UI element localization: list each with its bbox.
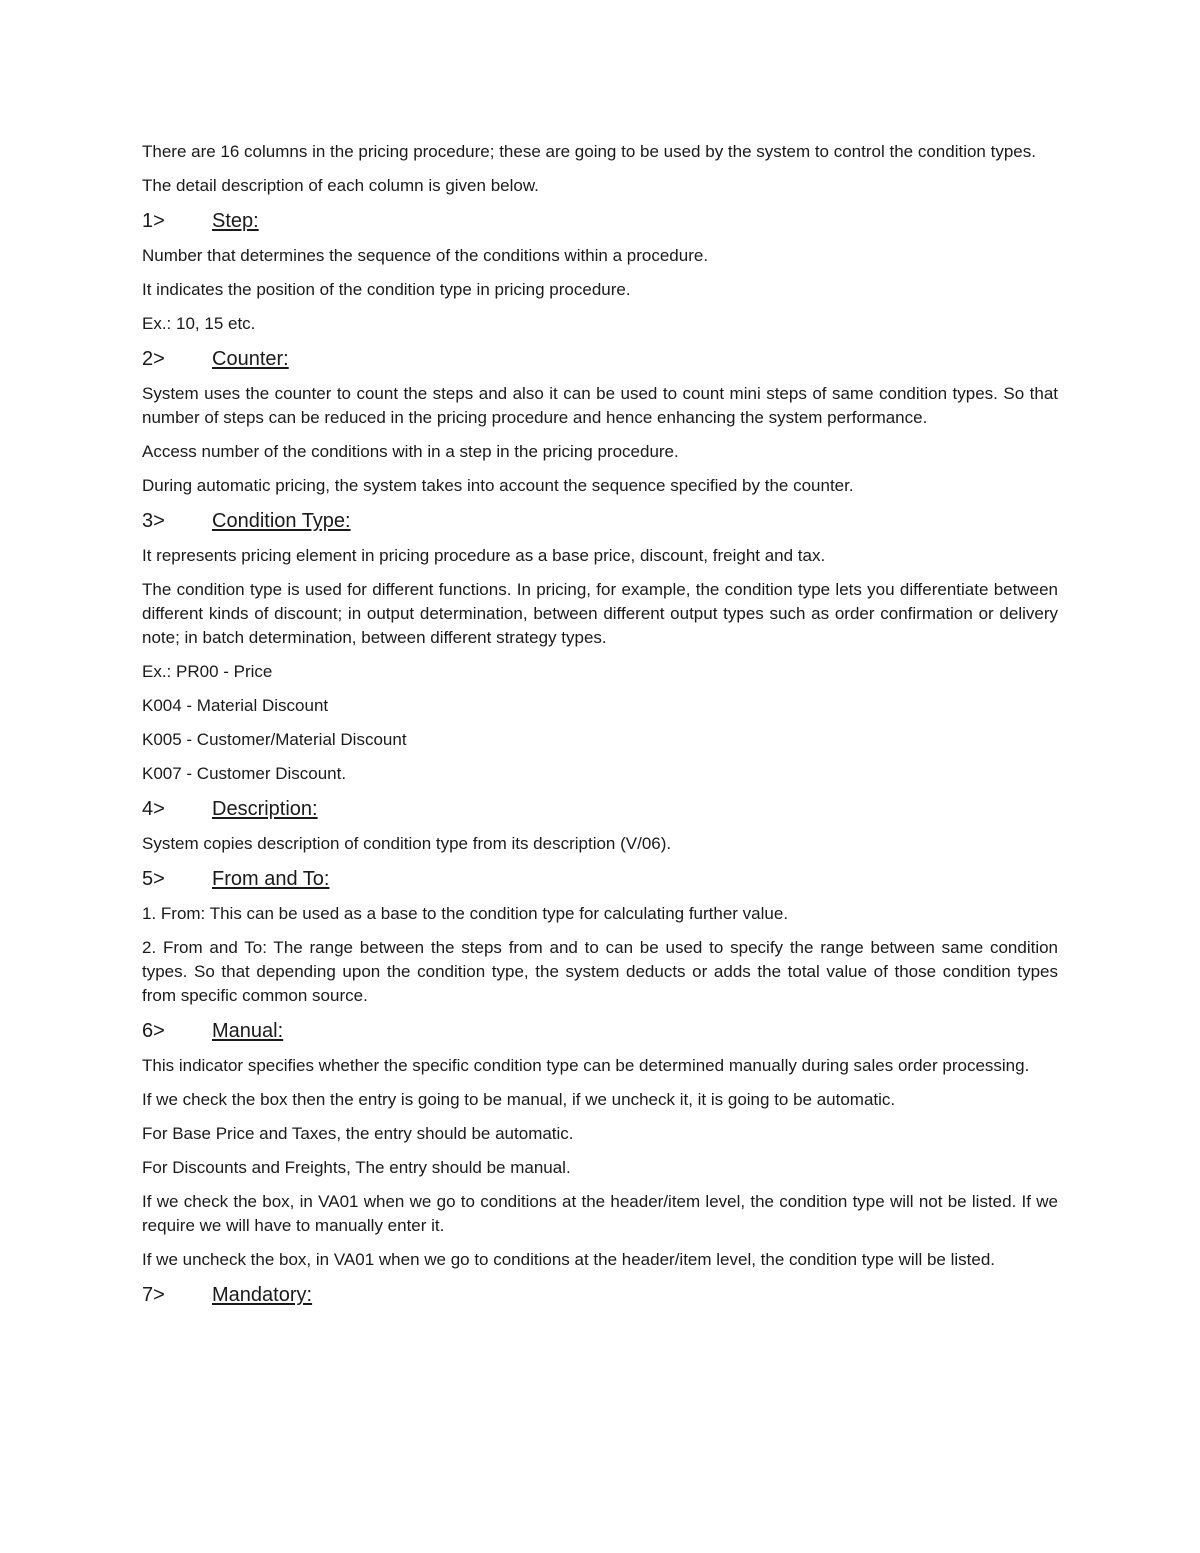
section-paragraph: For Discounts and Freights, The entry should be manual.	[142, 1158, 571, 1177]
section-paragraph: If we uncheck the box, in VA01 when we go to conditions at the header/item level, the condition type will be listed.	[142, 1250, 996, 1269]
intro-paragraph: There are 16 columns in the pricing procedure; these are going to be used by the system to control the condition types.	[142, 142, 1036, 161]
section-number: 7>	[142, 1284, 165, 1306]
section-paragraph: If we check the box, in VA01 when we go to conditions at the header/item level, the condition type will not be listed. If we require we will have to manually enter it.	[142, 1192, 1058, 1235]
section-paragraph: Number that determines the sequence of the conditions within a procedure.	[142, 246, 709, 265]
section-description	[142, 796, 1058, 856]
intro	[142, 140, 1058, 198]
section-title: Step:	[212, 210, 259, 232]
section-step	[142, 208, 1058, 336]
section-paragraph: For Base Price and Taxes, the entry should be automatic.	[142, 1124, 574, 1143]
section-title: Condition Type:	[212, 510, 351, 532]
section-manual	[142, 1018, 1058, 1272]
section-mandatory	[142, 1282, 1058, 1308]
section-heading	[142, 1018, 1058, 1044]
section-from-and-to	[142, 866, 1058, 1008]
section-counter	[142, 346, 1058, 498]
section-heading	[142, 796, 1058, 822]
section-number: 2>	[142, 348, 165, 370]
section-paragraph: 1. From: This can be used as a base to the condition type for calculating further value.	[142, 904, 789, 923]
section-paragraph: Access number of the conditions with in a step in the pricing procedure.	[142, 442, 679, 461]
section-heading	[142, 508, 1058, 534]
section-number: 4>	[142, 798, 165, 820]
section-paragraph: It represents pricing element in pricing procedure as a base price, discount, freight and tax.	[142, 546, 826, 565]
section-number: 6>	[142, 1020, 165, 1042]
section-paragraph: The condition type is used for different functions. In pricing, for example, the condition type lets you differentiate between different kinds of discount; in output determination, between different output types such as order confirmation or delivery note; in batch determination, between different strategy types.	[142, 580, 1058, 647]
section-paragraph: K005 - Customer/Material Discount	[142, 730, 407, 749]
section-condition-type	[142, 508, 1058, 786]
section-paragraph: If we check the box then the entry is going to be manual, if we uncheck it, it is going to be automatic.	[142, 1090, 896, 1109]
section-paragraph: During automatic pricing, the system takes into account the sequence specified by the counter.	[142, 476, 854, 495]
section-paragraph: K007 - Customer Discount.	[142, 764, 347, 783]
section-title: Mandatory:	[212, 1284, 313, 1306]
section-heading	[142, 346, 1058, 372]
section-heading	[142, 208, 1058, 234]
section-title: From and To:	[212, 868, 330, 890]
section-title: Manual:	[212, 1020, 284, 1042]
section-heading	[142, 866, 1058, 892]
section-paragraph: Ex.: 10, 15 etc.	[142, 314, 256, 333]
section-paragraph: Ex.: PR00 - Price	[142, 662, 273, 681]
section-title: Counter:	[212, 348, 289, 370]
intro-paragraph: The detail description of each column is given below.	[142, 176, 539, 195]
section-paragraph: This indicator specifies whether the specific condition type can be determined manually during sales order processing.	[142, 1056, 1030, 1075]
section-paragraph: System copies description of condition type from its description (V/06).	[142, 834, 672, 853]
section-title: Description:	[212, 798, 318, 820]
section-paragraph: System uses the counter to count the steps and also it can be used to count mini steps of same condition types. So that number of steps can be reduced in the pricing procedure and hence enhancing the system performance.	[142, 384, 1058, 427]
section-paragraph: K004 - Material Discount	[142, 696, 329, 715]
section-paragraph: 2. From and To: The range between the steps from and to can be used to specify the range between same condition types. So that depending upon the condition type, the system deducts or adds the total value of those condition types from specific common source.	[142, 938, 1058, 1005]
section-number: 1>	[142, 210, 165, 232]
section-number: 3>	[142, 510, 165, 532]
section-heading	[142, 1282, 1058, 1308]
section-paragraph: It indicates the position of the condition type in pricing procedure.	[142, 280, 631, 299]
document-page	[142, 140, 1058, 1318]
section-number: 5>	[142, 868, 165, 890]
